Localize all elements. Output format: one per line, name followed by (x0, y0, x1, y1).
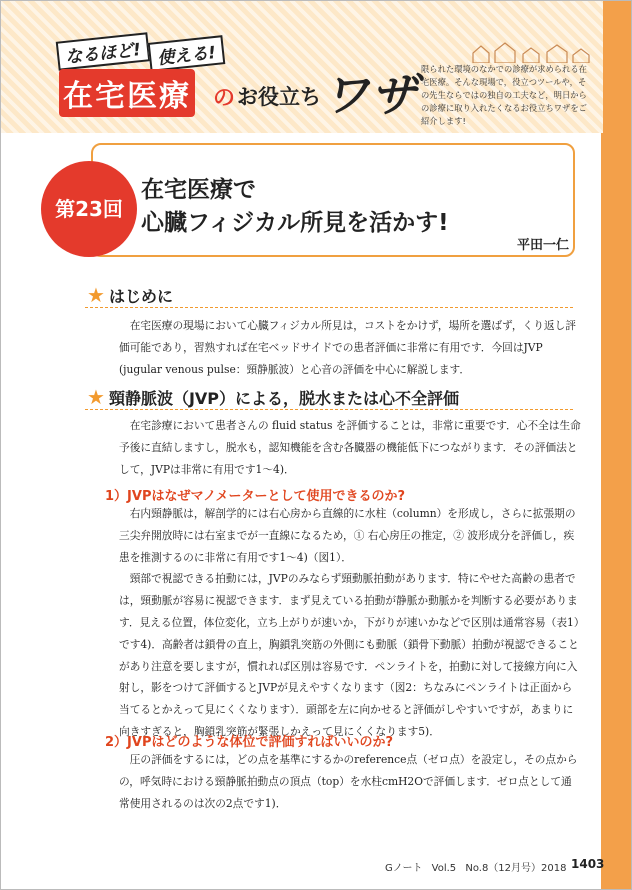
star-icon: ★ (87, 385, 105, 409)
series-title-no: の (213, 86, 236, 111)
subsection-heading-1: 1）JVPはなぜマノメーターとして使用できるのか? (105, 489, 406, 504)
page-number: 1403 (571, 857, 605, 871)
author: 平田一仁 (516, 238, 569, 253)
section-heading-jvp: ★ 頸静脈波（JVP）による，脱水または心不全評価 (87, 385, 460, 409)
episode-badge: 第23回 (41, 161, 137, 257)
paragraph: 頸部で視認できる拍動には，JVPのみならず頸動脈拍動があります．特にやせた高齢の患者では，頸動脈が容易に視認できます．まず見えている拍動が静脈か動脈かを判断する必要があります．見える位置，体位変化，立ち上がりが速いか，下がりが速いかなどで区別は通常容易（表1）です4)．高齢者は鎖骨の直上，胸鎖乳突筋の外側にも動脈（鎖骨下動脈）拍動が視認できることがあり注意を要しますが，慣れれば区別は容易です．ペンライトを，拍動に対して接線方向に入射し，影をつけて評価するとJVPが見えやすくなります（図2：ちなみにペンライトは正面から当てるとかえって見にくくなります）．頭部を左に向かせると評価がしやすいですが，あまりに向きすぎると，胸鎖乳突筋が緊張しかえって見にくくなります5)． (119, 572, 580, 738)
paragraph: 右内頸静脈は，解剖学的には右心房から直線的に水柱（column）を形成し，さらに拡張期の三尖弁開放時には右室までが一直線になるため，① 右心房圧の推定，② 波形成分を評価し，疾患を推測するのに非常に有用です1〜4)（図1）． (119, 507, 576, 564)
article-title-line1: 在宅医療で (141, 177, 256, 203)
series-header (1, 1, 603, 133)
series-title-waza: ワザ (323, 68, 419, 122)
series-title-sub: お役立ち (237, 85, 321, 109)
journal-issue: No.8（12月号）2018 (465, 863, 567, 874)
right-color-bar (601, 1, 631, 889)
houses-illustration (471, 41, 591, 63)
star-icon: ★ (87, 283, 105, 307)
series-description: 限られた環境のなかでの診療が求められる在宅医療。そんな現場で，役立つツールや，その先生ならではの独自の工夫など，明日からの診療に取り入れたくなるお役立ちワザをご紹介します! (421, 64, 587, 126)
header-tag-2: 使える! (148, 35, 225, 72)
article-title-line2: 心臓フィジカル所見を活かす! (141, 210, 449, 236)
section-divider (85, 409, 573, 410)
header-tag-1: なるほど! (56, 32, 150, 70)
subsection-body-1 (119, 503, 581, 743)
subsection-body-2 (119, 749, 581, 814)
paragraph: 圧の評価をするには，どの点を基準にするかのreference点（ゼロ点）を設定し，その点からの，呼気時における頸静脈拍動点の頂点（top）を水柱cmH2Oで評価します．ゼロ点として通常使用されるのは次の2点です1)． (119, 753, 578, 810)
section-heading-intro: ★ はじめに (87, 283, 173, 307)
subsection-heading-2: 2）JVPはどのような体位で評価すればいいのか? (105, 735, 394, 750)
series-title: 在宅医療 (59, 69, 195, 117)
journal-volume: Vol.5 (431, 863, 457, 874)
section-body-jvp (119, 415, 581, 480)
journal-name: Gノート (385, 863, 423, 874)
paragraph: 在宅医療の現場において心臓フィジカル所見は，コストをかけず，場所を選ばず，くり返し評価可能であり，習熟すれば在宅ベッドサイドでの患者評価に非常に有用です．今回はJVP (jugular venous pulse：頸静脈波）と心音の評価を中心に解説します． (119, 319, 576, 376)
section-divider (85, 307, 573, 308)
paragraph: 在宅診療において患者さんの fluid status を評価することは，非常に重要です．心不全は生命予後に直結しますし，脱水も，認知機能を含む各臓器の機能低下につながります．その評価法として，JVPは非常に有用です1〜4)． (119, 419, 581, 476)
section-body-intro (119, 315, 581, 380)
footer (385, 859, 572, 874)
